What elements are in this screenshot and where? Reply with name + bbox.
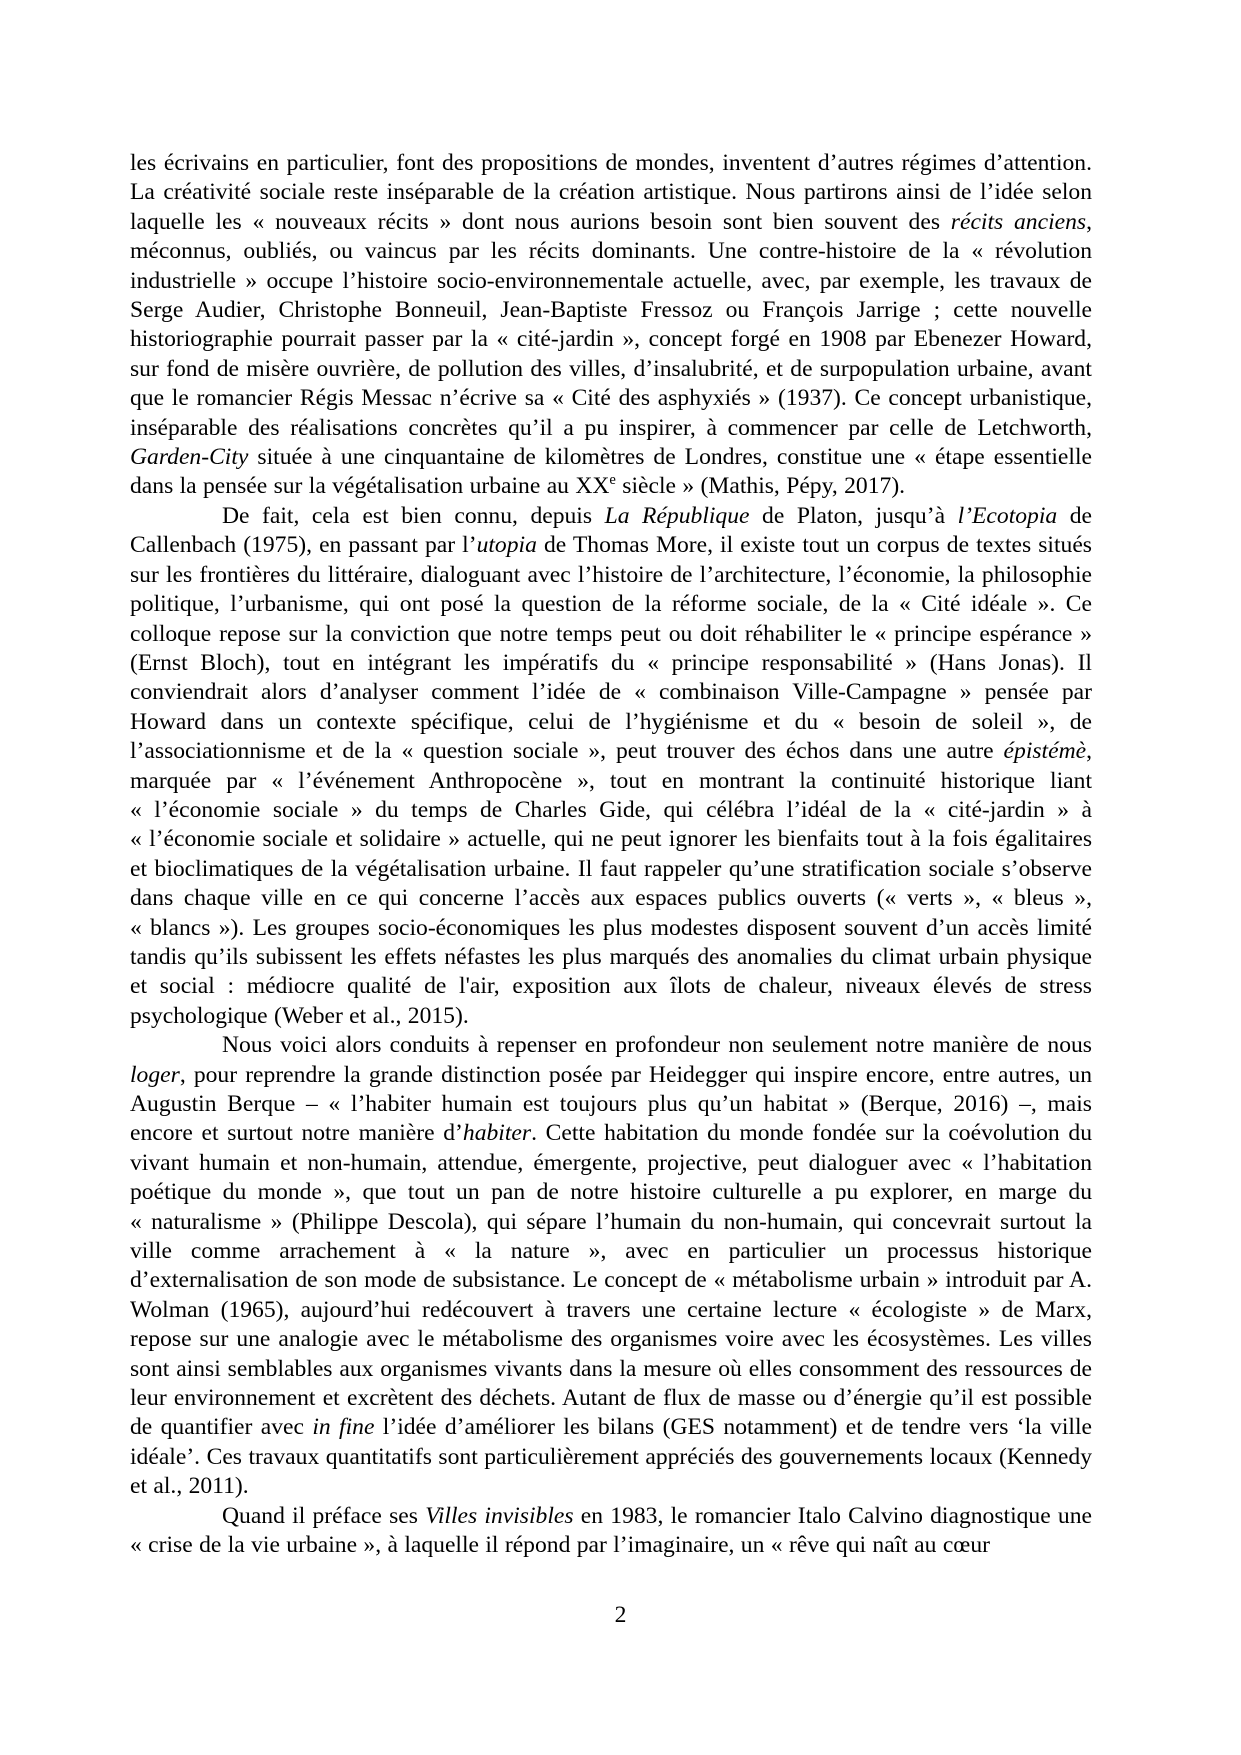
text-run: l’Ecotopia bbox=[957, 502, 1058, 529]
paragraph-1 bbox=[130, 149, 1092, 502]
text-run: , méconnus, oubliés, ou vaincus par les récits dominants. Une contre-histoire de la « révolution industrielle » occupe l’histoire socio-environnementale actuelle, avec, par exemple, les travaux de Serge Audier, Christophe Bonneuil, Jean-Baptiste Fressoz ou François Jarrige ; cette nouvelle historiographie pourrait passer par la « cité-jardin », concept forgé en 1908 par Ebenezer Howard, sur fond de misère ouvrière, de pollution des villes, d’insalubrité, et de surpopulation urbaine, avant que le romancier Régis Messac n’écrive sa « Cité des asphyxiés » (1937). Ce concept urbanistique, inséparable des réalisations concrètes qu’il a pu inspirer, à commencer par celle de Letchworth, bbox=[130, 208, 1092, 441]
text-run: Garden-City bbox=[130, 444, 249, 471]
text-run: , pour reprendre la grande distinction posée par Heidegger qui inspire encore, entre autres, un Augustin Berque – « l’habiter humain est toujours plus qu’un habitat » (Berque, 2016) –, mais encore et surtout notre manière d’ bbox=[130, 1061, 1092, 1147]
text-run: De fait, cela est bien connu, depuis bbox=[222, 502, 605, 529]
text-run: e bbox=[609, 472, 616, 489]
text-run: épistémè bbox=[1003, 738, 1087, 765]
text-run: de Platon, jusqu’à bbox=[749, 502, 958, 529]
text-run: Quand il préface ses bbox=[222, 1502, 426, 1529]
text-run: habiter bbox=[462, 1120, 532, 1147]
text-run: siècle » (Mathis, Pépy, 2017). bbox=[615, 473, 906, 500]
text-block bbox=[130, 149, 1092, 1561]
text-run: les écrivains en particulier, font des propositions de mondes, inventent d’autres régimes d’attention. La créativité sociale reste inséparable de la création artistique. Nous partirons ainsi de l’idée selon laquelle les « nouveaux récits » dont nous aurions besoin sont bien souvent des bbox=[130, 150, 1092, 235]
text-run: Nous voici alors conduits à repenser en profondeur non seulement notre manière de nous bbox=[222, 1032, 1092, 1059]
text-run: située à une cinquantaine de kilomètres de Londres, constitue une « étape essentielle dans la pensée sur la végétalisation urbaine au XX bbox=[130, 444, 1092, 500]
text-run: La République bbox=[604, 502, 750, 529]
text-run: , marquée par « l’événement Anthropocène », tout en montrant la continuité historique liant « l’économie sociale » du temps de Charles Gide, qui célébra l’idéal de la « cité-jardin » à « l’économie sociale et solidaire » actuelle, qui ne peut ignorer les bienfaits tout à la fois égalitaires et bioclimatiques de la végétalisation urbaine. Il faut rappeler qu’une stratification sociale s’observe dans chaque ville en ce qui concerne l’accès aux espaces publics ouverts (« verts », « bleus », « blancs »). Les groupes socio-économiques les plus modestes disposent souvent d’un accès limité tandis qu’ils subissent les effets néfastes les plus marqués des anomalies du climat urbain physique et social : médiocre qualité de l'air, exposition aux îlots de chaleur, niveaux élevés de stress psychologique (Weber et al., 2015). bbox=[130, 738, 1092, 1029]
text-run: Villes invisibles bbox=[425, 1502, 574, 1529]
text-run: in fine bbox=[312, 1414, 375, 1441]
paragraph-2 bbox=[130, 502, 1092, 1031]
text-run: loger bbox=[130, 1061, 180, 1088]
text-run: utopia bbox=[476, 532, 537, 559]
page-number: 2 bbox=[614, 1602, 627, 1628]
text-run: l’idée d’améliorer les bilans (GES notamment) et de tendre vers ‘la ville idéale’. Ces travaux quantitatifs sont particulièrement appréciés des gouvernements locaux (Kennedy et al., 2011). bbox=[130, 1414, 1092, 1500]
text-run: . Cette habitation du monde fondée sur la coévolution du vivant humain et non-humain, attendue, émergente, projective, peut dialoguer avec « l’habitation poétique du monde », que tout un pan de notre histoire culturelle a pu explorer, en marge du « naturalisme » (Philippe Descola), qui sépare l’humain du non-humain, qui concevrait surtout la ville comme arrachement à « la nature », avec en particulier un processus historique d’externalisation de son mode de subsistance. Le concept de « métabolisme urbain » introduit par A. Wolman (1965), aujourd’hui redécouvert à travers une certaine lecture « écologiste » de Marx, repose sur une analogie avec le métabolisme des organismes voire avec les écosystèmes. Les villes sont ainsi semblables aux organismes vivants dans la mesure où elles consomment des ressources de leur environnement et excrètent des déchets. Autant de flux de masse ou d’énergie qu’il est possible de quantifier avec bbox=[130, 1120, 1092, 1441]
paragraph-3 bbox=[130, 1031, 1092, 1502]
text-run: de Thomas More, il existe tout un corpus de textes situés sur les frontières du littéraire, dialoguant avec l’histoire de l’architecture, l’économie, la philosophie politique, l’urbanisme, qui ont posé la question de la réforme sociale, de la « Cité idéale ». Ce colloque repose sur la conviction que notre temps peut ou doit réhabiliter le « principe espérance » (Ernst Bloch), tout en intégrant les impératifs du « principe responsabilité » (Hans Jonas). Il conviendrait alors d’analyser comment l’idée de « combinaison Ville-Campagne » pensée par Howard dans un contexte spécifique, celui de l’hygiénisme et du « besoin de soleil », de l’associationnisme et de la « question sociale », peut trouver des échos dans une autre bbox=[130, 532, 1092, 765]
text-run: récits anciens bbox=[950, 208, 1087, 235]
paragraph-4 bbox=[130, 1502, 1092, 1561]
text-run: de Callenbach (1975), en passant par l’ bbox=[130, 502, 1093, 559]
text-run: en 1983, le romancier Italo Calvino diagnostique une « crise de la vie urbaine », à laquelle il répond par l’imaginaire, un « rêve qui naît au cœur bbox=[130, 1502, 1092, 1559]
